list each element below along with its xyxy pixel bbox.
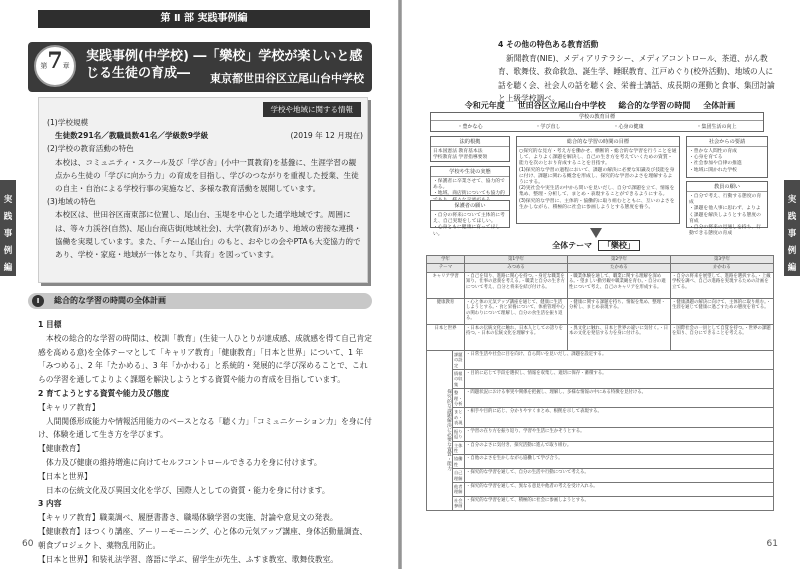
body-paragraph: 人間関係形成能力や情報活用能力のベースとなる「聴く力」「コミュニケーション力」を身に付け、体験を通して生き方を学びます。: [38, 416, 372, 440]
skill-label: 整理・分析: [453, 389, 465, 408]
school-goals-title: 学校の教育目標: [431, 113, 763, 121]
side-tab-char: 編: [787, 263, 797, 273]
section-number: Ⅰ: [32, 295, 44, 307]
other-activities-heading: 4 その他の特色ある教育活動: [498, 40, 599, 49]
skill-label: 振り返り: [453, 427, 465, 441]
skill-label: 課題の設定: [453, 350, 465, 369]
table-header-row: [427, 256, 774, 264]
table-row: [427, 408, 774, 427]
school-info-box: [38, 97, 368, 283]
table-subheader-cell: かかわる: [670, 264, 773, 272]
theme-value: 「樂校」: [598, 240, 640, 251]
table-row: [427, 482, 774, 496]
table-row: [427, 441, 774, 455]
skill-text: ・相手や目的に応じ、分かりやすくまとめ、根拠を示して表現する。: [465, 408, 774, 427]
teacher-wish-title: 教員の願い: [687, 182, 767, 192]
info-heading: (1)学校規模: [47, 118, 89, 127]
table-row: [427, 324, 774, 350]
body-paragraph: 【キャリア教育】職業調べ、履歴書書き、職場体験学習の実施、討論や意見文の発表。: [38, 513, 338, 523]
skill-text: ・自他のよさを生かしながら協働して学び合う。: [465, 455, 774, 469]
skill-text: ・学習の在り方を振り返り、学習や生活に生かそうとする。: [465, 427, 774, 441]
info-heading: (3)地域の特色: [47, 197, 96, 207]
table-row: [427, 496, 774, 510]
chapter-school: 東京都世田谷区立尾山台中学校: [210, 72, 364, 85]
curriculum-table: [426, 255, 774, 511]
body-paragraph: 【健康教育】: [38, 444, 85, 454]
left-page: [0, 0, 398, 569]
society-text: ・豊かな人間性の育成 ・心身を育てる ・社会参加や自律の推進 ・地域に開かれた学校: [689, 149, 742, 173]
body-heading: 2 育てようとする資質や能力及び態度: [38, 388, 170, 398]
overall-theme: [536, 240, 656, 252]
chapter-number: 7: [47, 48, 63, 74]
down-arrow-icon: [590, 228, 602, 238]
school-scale: 生徒数291名／教職員数41名／学級数9学級: [55, 131, 209, 141]
law-box: [430, 136, 510, 162]
side-tab-char: 践: [3, 212, 13, 222]
table-cell: ・心と体の元気アップ講座を通じて、健康に生活しようとする。・食と栄養について、体重管理や心の関わりについて理解し、自分の食生活を振り返る。: [465, 298, 568, 324]
table-header-cell: 第2学年: [568, 256, 671, 264]
table-header-cell: 第1学年: [465, 256, 568, 264]
side-tab-left: [0, 180, 16, 276]
body-heading: 1 目標: [38, 320, 62, 329]
skill-text: ・探究的な学習を通して、異なる意見や他者の考えを受け入れる。: [465, 482, 774, 496]
chapter-badge: [34, 45, 76, 87]
body-heading: 3 内容: [38, 499, 62, 509]
table-cell: ・異文化に触れ、日本と世界の違いに気付く。・日本の文化を発信する力を身に付ける。: [568, 324, 671, 350]
table-cell: ・健康課題の解決に向けて、主体的に取り組む。・生涯を通じて健康に過ごすための態度を育てる。: [670, 298, 773, 324]
table-subheader-cell: みつめる: [465, 264, 568, 272]
body-paragraph: 日本の伝統文化及び異国文化を学び、国際人としての資質・能力を身に付けます。: [46, 485, 330, 495]
skill-text: ・目的に応じて手段を選択し、情報を収集し、適切に保存・蓄積する。: [465, 370, 774, 389]
info-paragraph: 本校は、コミュニティ・スクール及び「学び舎」(小中一貫教育)を基盤に、生涯学習の観点から生徒の「学びに向かう力」の育成を目指し、学びのつながりを重視した授業、生徒の自主・自治による学校行事の実施など、多様な教育活動を展開しています。: [55, 157, 359, 194]
side-tab-char: 実: [787, 195, 797, 205]
side-tab-char: 編: [3, 263, 13, 273]
table-subheader-row: [427, 264, 774, 272]
study-goal-title: 総合的な学習の時間の目標: [517, 137, 679, 147]
skill-label: 他者理解: [453, 482, 465, 496]
page-number: 60: [22, 539, 34, 549]
parent-wish-box: [430, 200, 510, 237]
row-label: 健康教育: [427, 298, 465, 324]
body-paragraph: 【健康教育】ほつくり講座、アーリーモーニング、心と体の元気アップ講座、身体活動量調査、朝食プロジェクト、薬物乱用防止。: [38, 526, 368, 550]
teacher-wish-text: ・自分で考え、行動する態度の育成 ・課題を他人事に思わず、よりよく課題を解決しようとする態度の育成 ・自分の将来の見通しを持ち、行動できる態度の育成: [689, 194, 762, 237]
section-title: 総合的な学習の時間の全体計画: [54, 296, 166, 305]
body-paragraph: 本校の総合的な学習の時間は、校訓「教育」(生徒一人ひとりが達成感、成就感を得て自己肯定感を高める意)を全体テーマとして「キャリア教育」「健康教育」「日本と世界」について、1 年「みつめる」、2 年「たかめる」、3 年「かかわる」と系統的・発展的に学び深めることで、これらの学習を通してよりよく課題を解決しようとする資質や能力の育成を目指しています。: [38, 333, 372, 385]
goal-item: ・心身の健康: [613, 124, 644, 130]
table-cell: ・自分の将来を展望して、進路を選択する。・上級学校を調べ、自己の進路を実現するための計画を立てる。: [670, 272, 773, 298]
skill-label: 自己理解: [453, 469, 465, 483]
table-row: [427, 350, 774, 369]
body-paragraph: 【日本と世界】: [38, 471, 92, 481]
row-label: 日本と世界: [427, 324, 465, 350]
table-cell: ・健康に関する課題を持ち、情報を集め、整理・分析し、まとめ表現する。: [568, 298, 671, 324]
table-row: [427, 427, 774, 441]
table-cell: ・職業体験を通して、職業に関する理解を深める。・望ましい勤労観や職業観を育む。・自分の適性について考え、自己のキャリアを形成する。: [568, 272, 671, 298]
goal-item: ・学び直し: [535, 124, 561, 130]
side-tab-char: 例: [3, 246, 13, 256]
society-title: 社会からの要請: [687, 137, 767, 147]
table-cell: ・自己を知り、進路に関心を持つ。・身近な職業を知り、仕事の意義を考える。・職業と自分の生き方について考え、自分と将来を結び付ける。: [465, 272, 568, 298]
table-row: [427, 389, 774, 408]
side-tab-char: 実: [3, 195, 13, 205]
school-goals-box: [430, 112, 764, 132]
side-tab-char: 例: [787, 246, 797, 256]
part-header: 第 Ⅱ 部 実践事例編: [38, 10, 370, 28]
skill-label: 主体性: [453, 441, 465, 455]
skill-text: ・探究的な学習を通して、積極的に社会に参画しようとする。: [465, 496, 774, 510]
skill-text: ・問題状況における事実や関係を把握し、理解し、多様な情報の中にある特徴を見付ける。: [465, 389, 774, 408]
table-row: [427, 298, 774, 324]
chapter-badge-suffix: 章: [62, 62, 70, 70]
table-subheader-cell: たかめる: [568, 264, 671, 272]
page-number: 61: [766, 539, 778, 549]
skill-label: 情報の収集: [453, 370, 465, 389]
skill-label: 社会参画: [453, 496, 465, 510]
goal-item: ・集団生活の向上: [696, 124, 737, 130]
table-cell: ・国際社会の一員として自覚を持つ。・世界の課題を知り、自分にできることを考える。: [670, 324, 773, 350]
body-paragraph: 【日本と世界】和装礼法学習、落語に学ぶ、留学生が先生、ふすま教室、歌舞伎教室。: [38, 554, 338, 564]
body-text: [38, 318, 372, 566]
info-paragraph: 本校区は、世田谷区南東部に位置し、尾山台、玉堤を中心とした通学地域です。周囲には、等々力渓谷(自然)、尾山台商店街(地域社会)、大学(教育)があり、地域の密接な連携・協働を実現しています。また、「チーム尾山台」のもと、おやじの会やPTAも大変協力的であり、学校・家庭・地域が一体となり、「共育」を図っています。: [55, 210, 362, 260]
table-header-cell: 学年: [427, 256, 465, 264]
other-activities: [498, 38, 778, 106]
theme-label: 全体テーマ: [552, 241, 593, 250]
table-row: [427, 272, 774, 298]
table-header-cell: 第3学年: [670, 256, 773, 264]
info-heading: (2)学校の教育活動の特色: [47, 144, 134, 154]
table-row: [427, 370, 774, 389]
chapter-header: [28, 42, 372, 92]
body-paragraph: 【キャリア教育】: [38, 402, 100, 412]
student-reality-title: 学校や生徒の実態: [431, 167, 509, 177]
skill-text: ・自分のよさに気付き、探究活動に進んで取り組む。: [465, 441, 774, 455]
table-row: [427, 455, 774, 469]
plan-title-subject: 総合的な学習の時間: [618, 101, 691, 110]
table-cell: ・日本の伝統文化に触れ、日本人としての誇りを持つ。・日本の伝統文化を理解する。: [465, 324, 568, 350]
chapter-title: 実践事例(中学校) ―「樂校」学校が楽しいと感じる生徒の育成―: [86, 49, 363, 81]
law-box-title: 法的根拠: [431, 137, 509, 147]
side-tab-char: 事: [3, 229, 13, 239]
table-subheader-cell: テーマ: [427, 264, 465, 272]
chapter-badge-prefix: 第: [40, 62, 48, 70]
skill-label: まとめ・表現: [453, 408, 465, 427]
student-reality-text: ・保護者に卒業させて、協力的である。 ・地域、商店街についても協力的: [433, 179, 505, 197]
side-tab-char: 事: [787, 229, 797, 239]
plan-title-year: 令和元年度: [464, 101, 505, 110]
side-tab-char: 践: [787, 212, 797, 222]
skill-text: ・日常生活や社会に目を向け、自ら問いを見いだし、課題を設定する。: [465, 350, 774, 369]
student-reality-box: [430, 166, 510, 196]
skill-label: 協働性: [453, 455, 465, 469]
plan-title-school: 世田谷区立尾山台中学校: [517, 101, 606, 110]
plan-title-kind: 全体計画: [703, 101, 736, 110]
teacher-wish-box: [686, 181, 768, 237]
study-goal-box: [516, 136, 680, 224]
skill-text: ・探究的な学習を通して、自分の生活や行動について考える。: [465, 469, 774, 483]
section-header: [28, 293, 372, 309]
study-goal-text: ○探究的な見方・考え方を働かせ、横断的・総合的な学習を行うことを通して、よりよく課題を解決し、自己の生き方を考えていくための資質・能力を次のとおり育成することを目指す。 (1)探究的な学習の過程において、課題の解決に必要な知識及び技能を身に付け、課題に関わる概念を形成し、探究的な学習のよさを理解するようにする。 (2)実社会や実生活の中から問いを見いだし、自分で課題を立て、情報を集め、整理・分析して、まとめ・表現することができるようにする。 (3)探究的な学習に、主体的・協働的に取り組むとともに、互いのよさを生かしながら、積極的に社会に参画しようとする態度を養う。: [519, 149, 677, 210]
skills-group-label: 探究的な課題解決に必要な資質・能力: [427, 350, 453, 510]
body-paragraph: 体力及び健康の維持増進に向けてセルフコントロールできる力を身に付けます。: [46, 457, 322, 467]
right-page: [402, 0, 800, 569]
parent-wish-text: ・自分の将来について主体的に考え、自己実現をしてほしい。 ・心身ともに健康に育ってほしい。: [433, 213, 505, 237]
goal-item: ・豊かな心: [457, 124, 483, 130]
parent-wish-title: 保護者の願い: [431, 201, 509, 211]
row-label: キャリア学習: [427, 272, 465, 298]
side-tab-right: [784, 180, 800, 276]
other-activities-text: 新聞教育(NIE)、メディアリテラシー、メディアコントロール、茶道、がん教育、歌舞伎、救命救急、誕生学、睡眠教育、江戸めぐり(校外活動)、地域の人に話を聴く会、社会人の話を聴く会、栄養士講話、成長期の運動と食事、集団討論と上級学校調べ。: [498, 53, 775, 104]
info-tag: 学校や地域に関する情報: [263, 102, 362, 117]
table-row: [427, 469, 774, 483]
society-box: [686, 136, 768, 178]
info-date: (2019 年 12 月現在): [290, 131, 363, 141]
plan-title: [422, 100, 778, 111]
law-box-text: 日本国憲法 教育基本法 学校教育法 学習指導要領: [433, 149, 488, 161]
